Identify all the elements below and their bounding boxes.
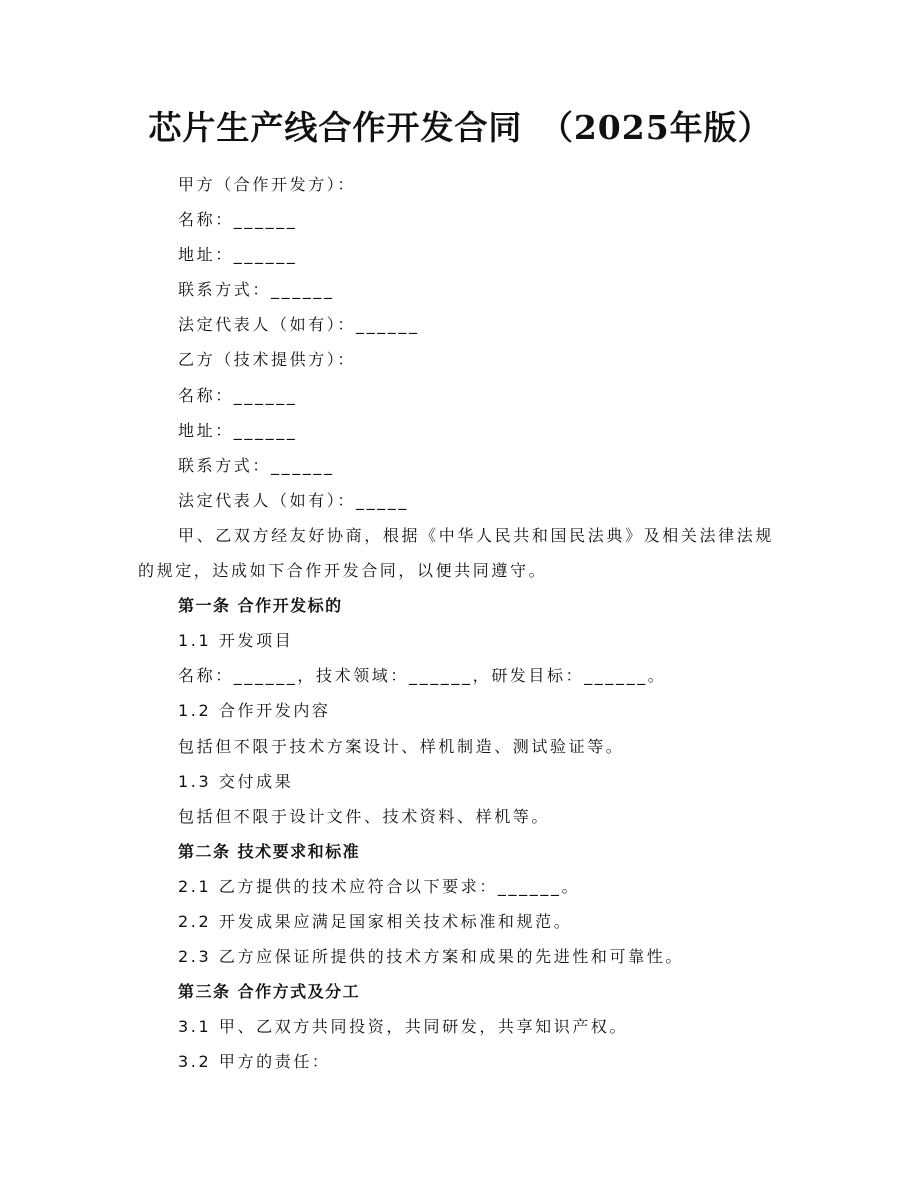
paragraph: 1.1 开发项目 [178, 631, 294, 651]
paragraph: 2.1 乙方提供的技术应符合以下要求：______。 [178, 876, 581, 896]
paragraph: 2.2 开发成果应满足国家相关技术标准和规范。 [178, 911, 573, 931]
paragraph: 名称：______ [178, 210, 298, 230]
paragraph: 甲、乙双方经友好协商，根据《中华人民共和国民法典》及相关法律法规的规定，达成如下合作开发合同，以便共同遵守。 [138, 525, 774, 581]
paragraph: 地址：______ [178, 420, 298, 440]
paragraph: 法定代表人（如有）：______ [178, 315, 420, 335]
paragraph: 2.3 乙方应保证所提供的技术方案和成果的先进性和可靠性。 [178, 947, 684, 967]
paragraph: 法定代表人（如有）：_____ [178, 490, 410, 510]
paragraph: 名称：______，技术领域：______，研发目标：______。 [178, 666, 667, 686]
paragraph: 1.2 合作开发内容 [178, 701, 331, 721]
paragraph: 包括但不限于技术方案设计、样机制造、测试验证等。 [178, 736, 625, 756]
paragraph: 3.1 甲、乙双方共同投资，共同研发，共享知识产权。 [178, 1017, 629, 1037]
paragraph: 3.2 甲方的责任： [178, 1052, 331, 1072]
paragraph: 名称：______ [178, 385, 298, 405]
section-heading: 第三条 合作方式及分工 [178, 982, 361, 1002]
section-heading: 第二条 技术要求和标准 [178, 841, 361, 861]
paragraph: 联系方式：______ [178, 280, 335, 300]
paragraph: 1.3 交付成果 [178, 771, 294, 791]
document-body [138, 167, 774, 1079]
section-heading: 第一条 合作开发标的 [178, 596, 343, 616]
paragraph: 包括但不限于设计文件、技术资料、样机等。 [178, 806, 551, 826]
paragraph: 联系方式：______ [178, 455, 335, 475]
paragraph: 乙方（技术提供方）： [178, 350, 357, 370]
document-title: 芯片生产线合作开发合同 （2025年版） [148, 108, 772, 147]
paragraph: 地址：______ [178, 245, 298, 265]
paragraph: 甲方（合作开发方）： [178, 175, 357, 194]
